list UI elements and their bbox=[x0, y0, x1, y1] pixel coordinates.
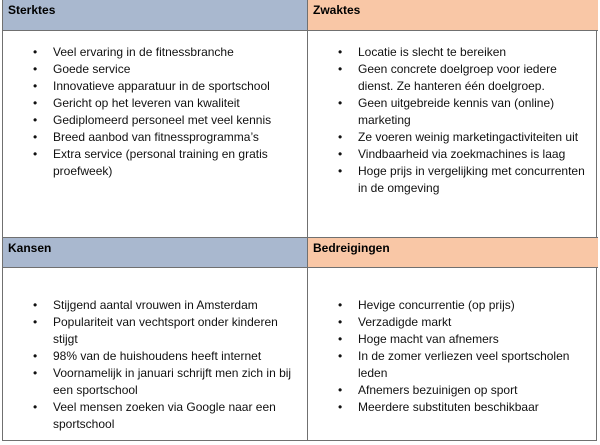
list-item: • Stijgend aantal vrouwen in Amsterdam bbox=[3, 297, 307, 314]
strengths-title: Sterktes bbox=[8, 3, 56, 17]
list-item: • Meerdere substituten beschikbaar bbox=[308, 399, 598, 416]
strengths-list bbox=[3, 44, 307, 180]
list-item: • Hoge prijs in vergelijking met concurrenten in de omgeving bbox=[308, 163, 598, 197]
list-item: • Voornamelijk in januari schrijft men zich in bij een sportschool bbox=[3, 365, 307, 399]
list-item: • Hoge macht van afnemers bbox=[308, 331, 598, 348]
weaknesses-header bbox=[308, 0, 598, 31]
list-item: • Veel ervaring in de fitnessbranche bbox=[3, 44, 307, 61]
list-item: • Gericht op het leveren van kwaliteit bbox=[3, 95, 307, 112]
swot-table bbox=[2, 0, 597, 441]
threats-title: Bedreigingen bbox=[313, 241, 390, 255]
opportunities-header bbox=[3, 238, 307, 268]
list-item: • Hevige concurrentie (op prijs) bbox=[308, 297, 598, 314]
list-item: • Geen concrete doelgroep voor iedere dienst. Ze hanteren één doelgroep. bbox=[308, 61, 598, 95]
list-item: • Geen uitgebreide kennis van (online) marketing bbox=[308, 95, 598, 129]
list-item: • Goede service bbox=[3, 61, 307, 78]
list-item: • 98% van de huishoudens heeft internet bbox=[3, 348, 307, 365]
strengths-body bbox=[3, 44, 307, 180]
list-item: • Ze voeren weinig marketingactiviteiten uit bbox=[308, 129, 598, 146]
list-item: • Vindbaarheid via zoekmachines is laag bbox=[308, 146, 598, 163]
list-item: • Breed aanbod van fitnessprogramma’s bbox=[3, 129, 307, 146]
list-item: • In de zomer verliezen veel sportscholen leden bbox=[308, 348, 598, 382]
weaknesses-list bbox=[308, 44, 598, 197]
weaknesses-body bbox=[308, 44, 598, 197]
threats-list bbox=[308, 297, 598, 416]
list-item: • Verzadigde markt bbox=[308, 314, 598, 331]
list-item: • Populariteit van vechtsport onder kinderen stijgt bbox=[3, 314, 307, 348]
opportunities-list bbox=[3, 297, 307, 433]
threats-header bbox=[308, 238, 598, 268]
list-item: • Innovatieve apparatuur in de sportschool bbox=[3, 78, 307, 95]
list-item: • Extra service (personal training en gratis proefweek) bbox=[3, 146, 307, 180]
strengths-header bbox=[3, 0, 307, 31]
weaknesses-title: Zwaktes bbox=[313, 3, 361, 17]
list-item: • Veel mensen zoeken via Google naar een sportschool bbox=[3, 399, 307, 433]
list-item: • Locatie is slecht te bereiken bbox=[308, 44, 598, 61]
column-divider bbox=[307, 0, 308, 441]
threats-body bbox=[308, 297, 598, 416]
list-item: • Afnemers bezuinigen op sport bbox=[308, 382, 598, 399]
opportunities-title: Kansen bbox=[8, 241, 52, 255]
list-item: • Gediplomeerd personeel met veel kennis bbox=[3, 112, 307, 129]
opportunities-body bbox=[3, 297, 307, 433]
